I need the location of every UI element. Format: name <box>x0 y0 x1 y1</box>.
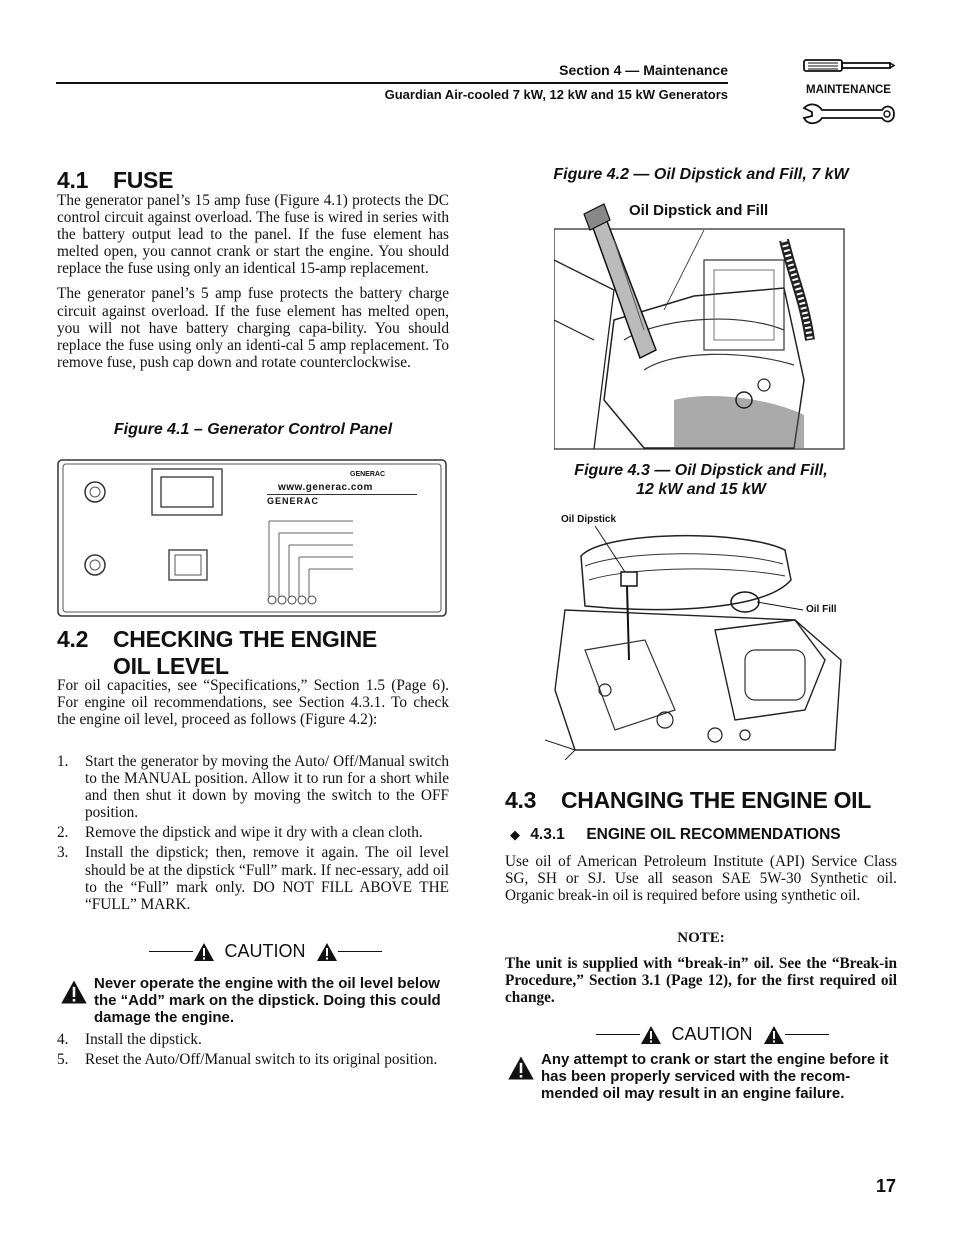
list-item: 3. Install the dipstick; then, remove it again. The oil level should be at the dipstick “Full” mark. If nec-essary, add oil to the “Full” mark only. DO NOT FILL ABOVE THE “FULL” MARK. <box>57 844 449 913</box>
list-item: 2. Remove the dipstick and wipe it dry with a clean cloth. <box>57 824 423 842</box>
section-4-3-1-body: Use oil of American Petroleum Institute (API) Service Class SG, SH or SJ. Use all season SAE 5W-30 Synthetic oil. Organic break-in oil is required before using synthetic oil. <box>505 853 897 905</box>
figure-4-3-caption <box>505 461 897 499</box>
figure-4-3-caption-line1: Figure 4.3 — Oil Dipstick and Fill, <box>574 462 828 479</box>
section-4-1-number: 4.1 <box>57 167 89 193</box>
caution-text: Never operate the engine with the oil level below the “Add” mark on the dipstick. Doing this could damage the engine. <box>94 975 441 1026</box>
section-4-2-number: 4.2 <box>57 626 89 652</box>
figure-4-2-photo <box>554 200 846 450</box>
section-4-2-heading <box>57 626 377 680</box>
caution-label: CAUTION <box>671 1024 753 1044</box>
note-body: The unit is supplied with “break-in” oil. See the “Break-in Procedure,” Section 3.1 (Page 12), for the first required oil change. <box>505 955 897 1007</box>
section-4-2-steps-continued <box>57 1031 449 1071</box>
list-item: 4. Install the dipstick. <box>57 1031 202 1048</box>
warning-icon <box>507 1055 535 1081</box>
panel-brand: GENERAC <box>267 496 320 506</box>
section-4-2-title-line2: OIL LEVEL <box>113 653 229 679</box>
caution-message <box>507 1051 897 1102</box>
caution-banner <box>592 1024 832 1045</box>
section-4-1-heading <box>57 167 173 194</box>
section-4-3-1-title: ENGINE OIL RECOMMENDATIONS <box>586 826 841 843</box>
caution-message <box>60 975 449 1026</box>
section-4-3-number: 4.3 <box>505 787 537 813</box>
warning-icon <box>640 1025 662 1045</box>
section-4-3-1-number: 4.3.1 <box>530 826 565 843</box>
maintenance-badge-label: MAINTENANCE <box>806 84 891 96</box>
label-oil-dipstick: Oil Dipstick <box>561 514 617 525</box>
figure-4-2-caption: Figure 4.2 — Oil Dipstick and Fill, 7 kW <box>553 166 849 183</box>
diamond-bullet-icon: ◆ <box>510 827 520 842</box>
figure-4-1-caption: Figure 4.1 – Generator Control Panel <box>113 421 393 438</box>
note-title: NOTE: <box>677 930 725 946</box>
panel-url: www.generac.com <box>278 482 373 493</box>
caution-text: Any attempt to crank or start the engine before it has been properly serviced with the recom-mended oil may result in an engine failure. <box>541 1051 889 1102</box>
warning-icon <box>763 1025 785 1045</box>
section-4-1-body <box>57 192 449 379</box>
section-4-3-title: CHANGING THE ENGINE OIL <box>561 787 872 813</box>
caution-banner <box>145 941 385 962</box>
panel-brand-small: GENERAC <box>350 471 386 478</box>
section-4-2-title-line1: CHECKING THE ENGINE <box>113 626 377 652</box>
label-oil-fill: Oil Fill <box>806 604 837 615</box>
list-item: 5. Reset the Auto/Off/Manual switch to its original position. <box>57 1051 438 1069</box>
header-rule <box>56 82 728 84</box>
figure-4-1-control-panel <box>57 459 447 617</box>
caution-label: CAUTION <box>224 941 306 961</box>
figure-4-3-drawing <box>545 510 845 760</box>
figure-4-3-caption-line2: 12 kW and 15 kW <box>636 481 766 498</box>
list-item: 1. Start the generator by moving the Auto/ Off/Manual switch to the MANUAL position. Allow it to run for a short while and then shut it down by moving the switch to the OFF position. <box>57 753 449 822</box>
paragraph: The generator panel’s 15 amp fuse (Figure 4.1) protects the DC control circuit against overload. The fuse is wired in series with the battery output lead to the panel. If the fuse element has melted open, you cannot crank or start the engine. You should replace the fuse using only an identical 15-amp replacement. <box>57 192 449 278</box>
section-4-2-steps <box>57 753 449 916</box>
warning-icon <box>316 942 338 962</box>
header-subtitle: Guardian Air-cooled 7 kW, 12 kW and 15 kW Generators <box>384 87 728 102</box>
warning-icon <box>60 979 88 1005</box>
maintenance-badge <box>800 56 896 128</box>
paragraph: The generator panel’s 5 amp fuse protects the battery charge circuit against overload. If the fuse element has melted open, you will not have battery charging capa-bility. You should replace the fuse using only an identi-cal 5 amp replacement. To remove fuse, push cap down and rotate counterclockwise. <box>57 285 449 371</box>
section-4-3-heading <box>505 787 871 814</box>
header-section: Section 4 — Maintenance <box>559 62 728 78</box>
page-number: 17 <box>875 1176 896 1196</box>
section-4-1-title: FUSE <box>113 167 174 193</box>
warning-icon <box>193 942 215 962</box>
section-4-3-1-heading <box>510 826 841 844</box>
panel-divider <box>267 494 417 495</box>
label-oil-dipstick-and-fill: Oil Dipstick and Fill <box>629 202 769 219</box>
section-4-2-intro: For oil capacities, see “Specifications,” Section 1.5 (Page 6). For engine oil recommendations, see Section 4.3.1. To check the engine oil level, proceed as follows (Figure 4.2): <box>57 677 449 729</box>
